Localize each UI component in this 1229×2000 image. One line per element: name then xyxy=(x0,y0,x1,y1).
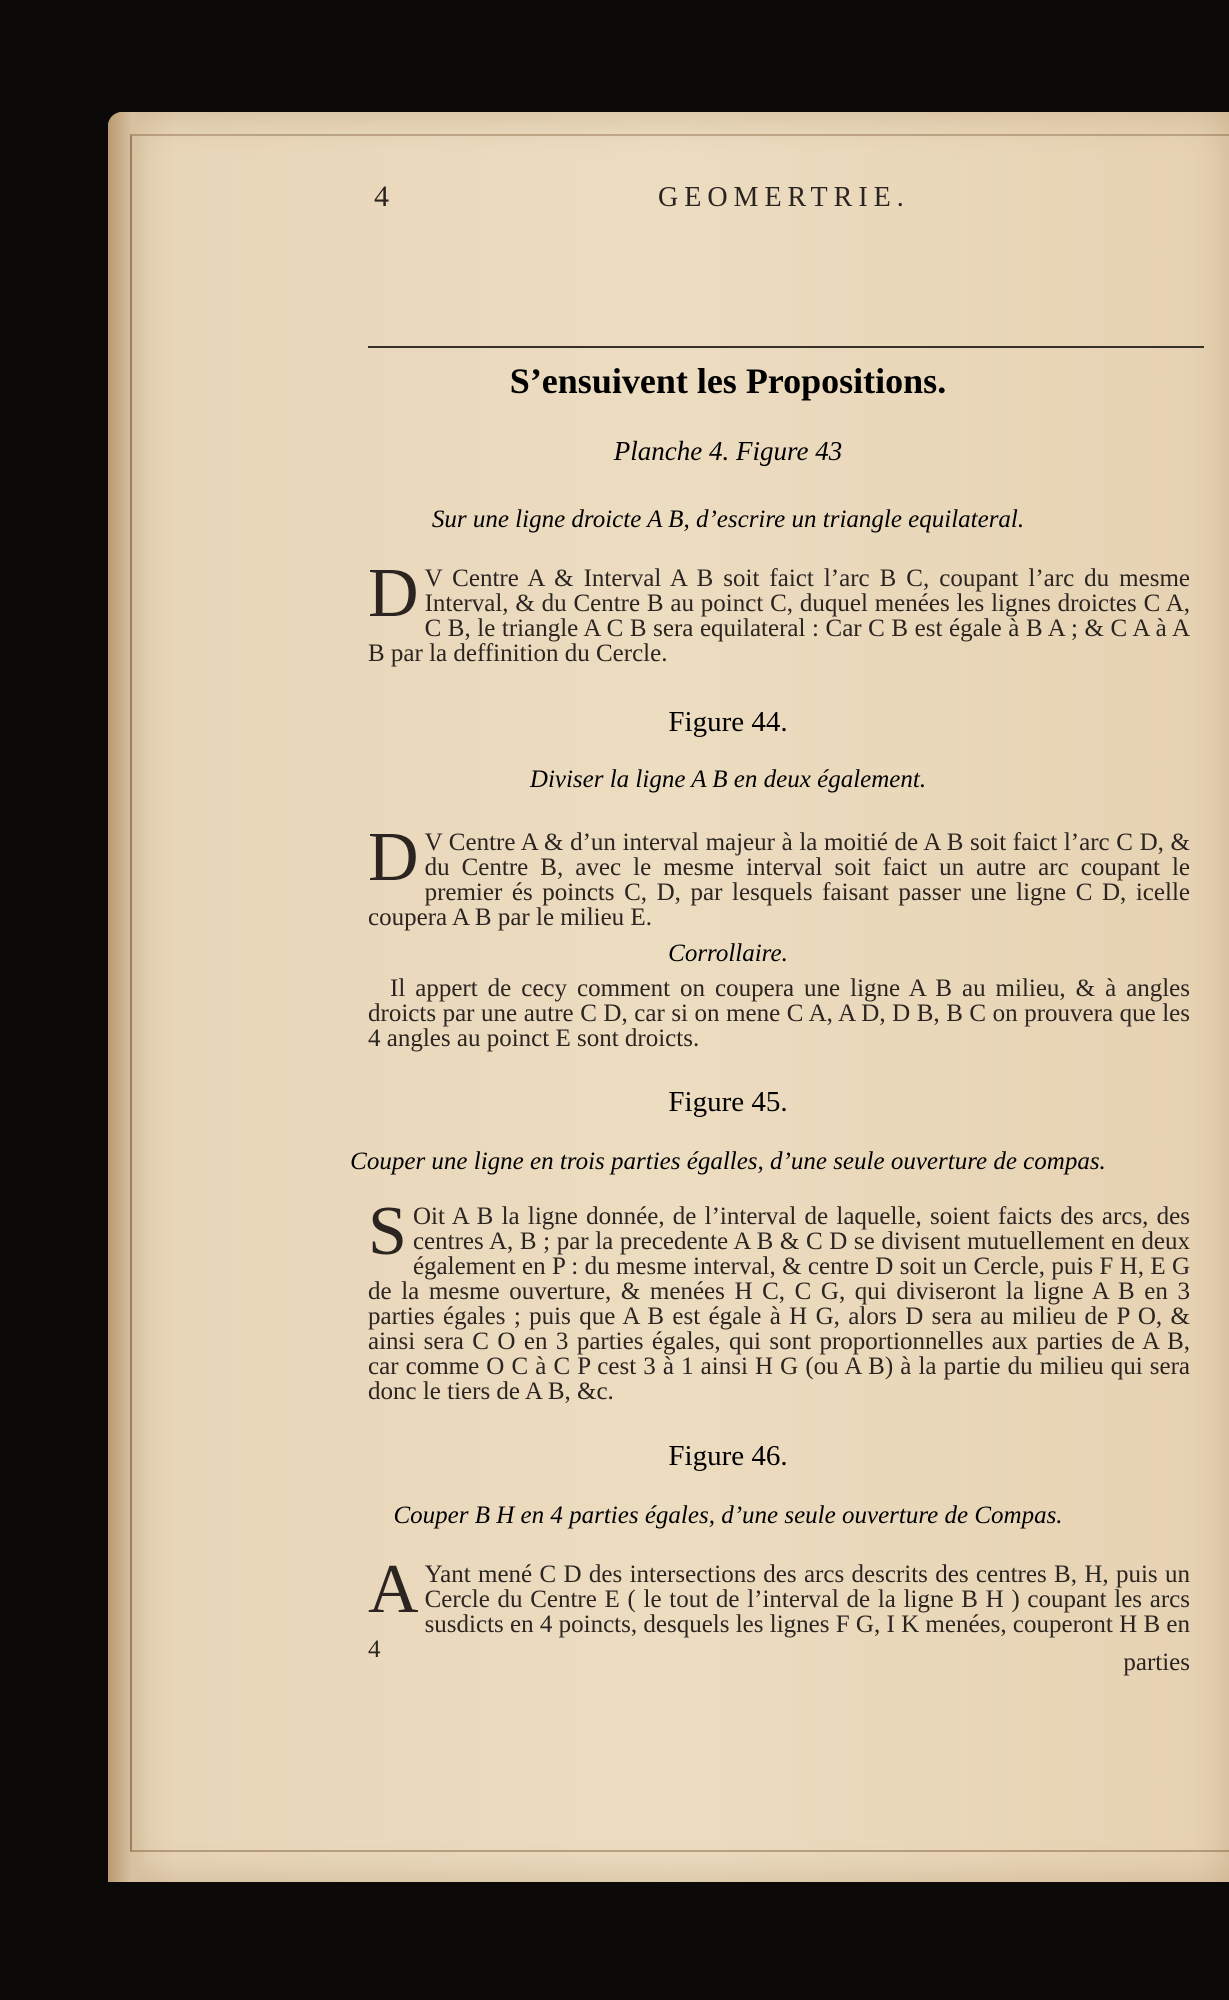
figure-46-label: Figure 46. xyxy=(668,1440,788,1472)
figure-44-paragraph xyxy=(368,819,1190,931)
section-title: S’ensuivent les Propositions. xyxy=(509,361,947,401)
corollary-paragraph: Il appert de cecy comment on coupera une ligne A B au milieu, & à angles droicts par une autre C D, car si on mene C A, A D, D B, B C on prouvera que les 4 angles au poinct E sont droicts. xyxy=(368,975,1190,1052)
figure-44-subtitle: Diviser la ligne A B en deux également. xyxy=(529,766,927,793)
page-number: 4 xyxy=(374,180,389,213)
figure-45-subtitle: Couper une ligne en trois parties égalles, d’une seule ouverture de compas. xyxy=(350,1148,1106,1175)
figure-44-label: Figure 44. xyxy=(668,706,788,738)
dropcap: D xyxy=(368,819,419,896)
paragraph-text: Yant mené C D des intersections des arcs descrits des centres B, H, puis un Cercle du Centre E ( le tout de l’interval de la ligne B H ) coupant les arcs susdicts en 4 poincts, desquels les lignes F G, I K menées, couperont H B en 4 xyxy=(368,1561,1190,1663)
paragraph-text: Oit A B la ligne donnée, de l’interval de laquelle, soient faicts des arcs, des centres A, B ; par la precedente A B & C D se divisent mutuellement en deux également en P : du mesme interval, & centre D soit un Cercle, puis F H, E G de la mesme ouverture, & menées H C, C G, qui diviseront la ligne A B en 3 parties égales ; puis que A B est égale à H G, alors D sera au milieu de P O, & ainsi sera C O en 3 parties égales, qui sont proportionnelles aux parties de A B, car comme O C à C P cest 3 à 1 ainsi H G (ou A B) à la partie du milieu qui sera donc le tiers de A B, &c. xyxy=(368,1203,1190,1405)
corollary-title: Corrollaire. xyxy=(668,940,788,967)
figure-43-paragraph xyxy=(368,555,1190,667)
text-block xyxy=(262,0,1194,2000)
figure-45-label: Figure 45. xyxy=(668,1086,788,1118)
catchword: parties xyxy=(1123,1649,1190,1676)
figure-45-paragraph xyxy=(368,1193,1190,1405)
figure-43-subtitle: Sur une ligne droicte A B, d’escrire un triangle equilateral. xyxy=(431,506,1025,533)
dropcap: S xyxy=(368,1193,407,1270)
dropcap: D xyxy=(368,555,419,632)
paragraph-text: V Centre A & d’un interval majeur à la moitié de A B soit faict l’arc C D, & du Centre B, avec le mesme interval soit faict un autre arc coupant le premier és poincts C, D, par lesquels faisant passer une ligne C D, icelle coupera A B par le milieu E. xyxy=(368,829,1190,931)
figure-43-label: Planche 4. Figure 43 xyxy=(613,436,843,466)
running-title: GEOMERTRIE. xyxy=(658,182,910,213)
figure-46-subtitle: Couper B H en 4 parties égales, d’une seule ouverture de Compas. xyxy=(393,1502,1063,1529)
paragraph-text: V Centre A & Interval A B soit faict l’arc B C, coupant l’arc du mesme Interval, & du Centre B au poinct C, duquel menées les lignes droictes C A, C B, le triangle A C B sera equilateral : Car C B est égale à B A ; & C A à A B par la deffinition du Cercle. xyxy=(368,565,1190,667)
dropcap: A xyxy=(368,1551,419,1628)
